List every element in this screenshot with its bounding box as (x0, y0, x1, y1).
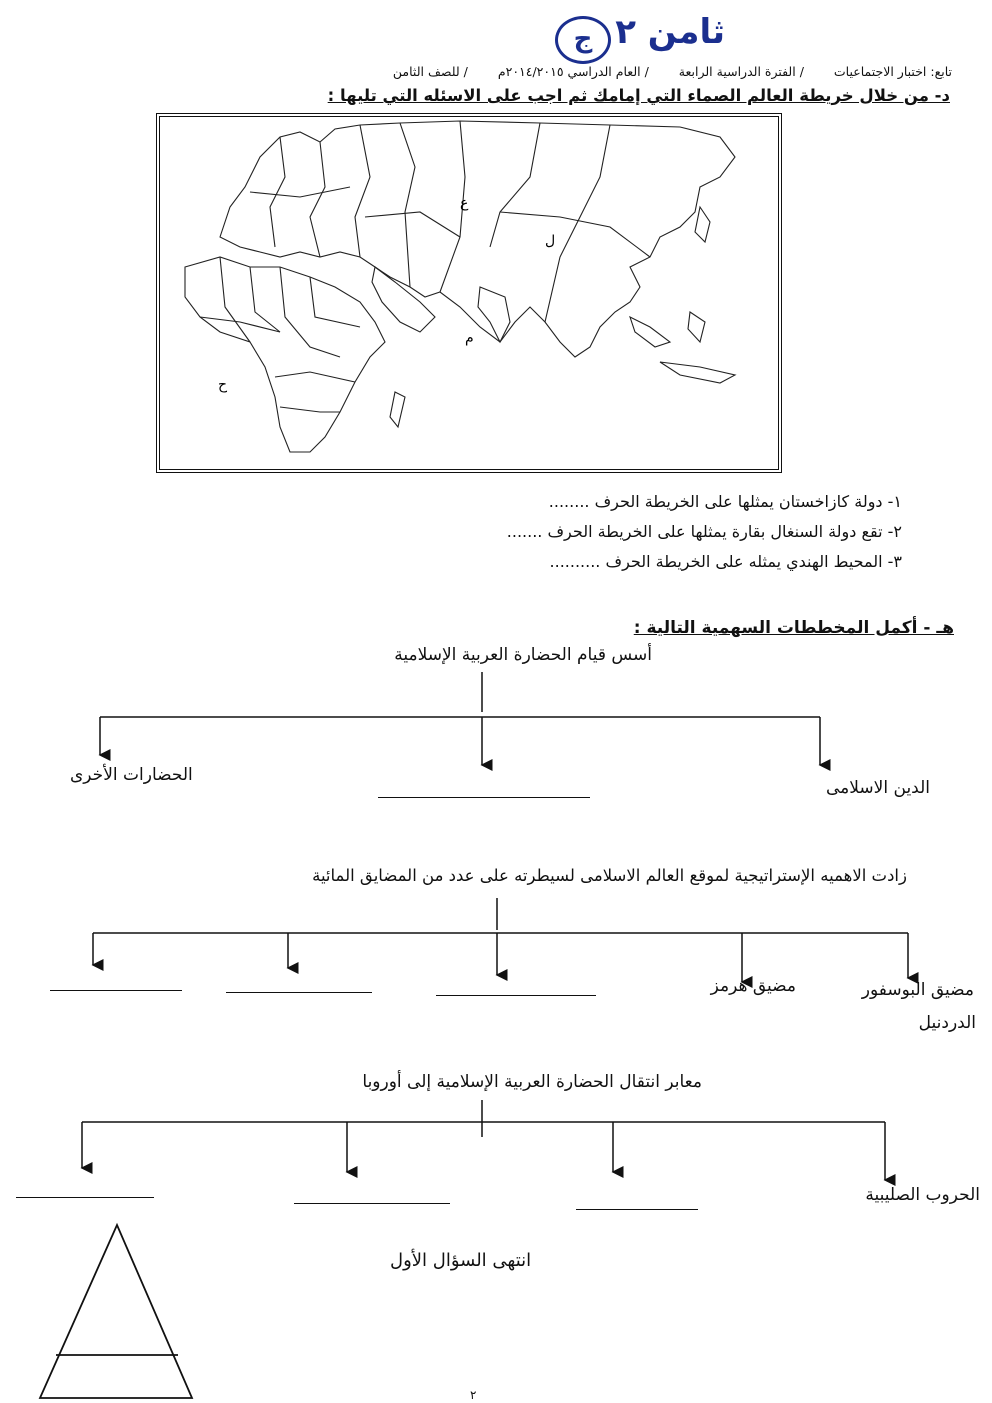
header-year: العام الدراسي ٢٠١٤/٢٠١٥م (497, 64, 641, 79)
diagram2-branch-hormuz: مضيق هرمز (710, 976, 796, 996)
diagram3-blank-2[interactable] (294, 1203, 450, 1204)
diagram2-blank-1[interactable] (436, 995, 596, 996)
map-letter-mim: م (465, 330, 474, 346)
question-3: ٣- المحيط الهندي يمثله على الخريطة الحرف .......... (549, 552, 902, 571)
end-of-question-note: انتهى السؤال الأول (390, 1250, 532, 1271)
header-subject: تابع: اختبار الاجتماعيات (833, 64, 952, 79)
diagram3-branch-crusades: الحروب الصليبية (865, 1185, 980, 1205)
page-number: ٢ (470, 1388, 477, 1402)
grade-stamp-circle: ج (555, 16, 611, 64)
diagram2-branch-bosphorus: مضيق البوسفور (861, 980, 974, 1000)
diagram2-blank-2[interactable] (226, 992, 372, 993)
diagram1-branch-islam: الدين الاسلامى (826, 778, 930, 798)
map-letter-ha: ح (218, 377, 228, 393)
diagram3-blank-1[interactable] (576, 1209, 698, 1210)
diagram1-root: أسس قيام الحضارة العربية الإسلامية (394, 645, 652, 665)
map-letter-lam: ل (545, 233, 556, 249)
diagram3-root: معابر انتقال الحضارة العربية الإسلامية إلى أوروبا (362, 1072, 702, 1092)
header-period: الفترة الدراسية الرابعة (678, 64, 796, 79)
question-2: ٢- تقع دولة السنغال بقارة يمثلها على الخريطة الحرف ....... (506, 522, 902, 541)
diagram2-root: زادت الاهميه الإستراتيجية لموقع العالم الاسلامى لسيطرته على عدد من المضايق المائية (312, 866, 907, 885)
grade-stamp-text: ثامن ٢ (615, 12, 725, 52)
section-h-title: هـ - أكمل المخططات السهمية التالية : (633, 618, 954, 638)
map-letter-ain: ع (460, 195, 469, 211)
exam-header: تابع: اختبار الاجتماعيات / الفترة الدراسية الرابعة / العام الدراسي ٢٠١٤/٢٠١٥م / للصف الثامن (392, 64, 952, 79)
pyramid-triangle (40, 1225, 192, 1398)
diagram1-blank[interactable] (378, 797, 590, 798)
diagram1-branch-civilizations: الحضارات الأخرى (70, 765, 193, 785)
section-d-title: د- من خلال خريطة العالم الصماء التي إمامك ثم اجب على الاسئله التي تليها : (327, 86, 950, 105)
question-1: ١- دولة كازاخستان يمثلها على الخريطة الحرف ........ (548, 492, 902, 511)
diagram2-branch-dardanelles: الدردنيل (918, 1013, 976, 1033)
diagram3-blank-3[interactable] (16, 1197, 154, 1198)
diagram2-blank-3[interactable] (50, 990, 182, 991)
header-grade: للصف الثامن (392, 64, 460, 79)
